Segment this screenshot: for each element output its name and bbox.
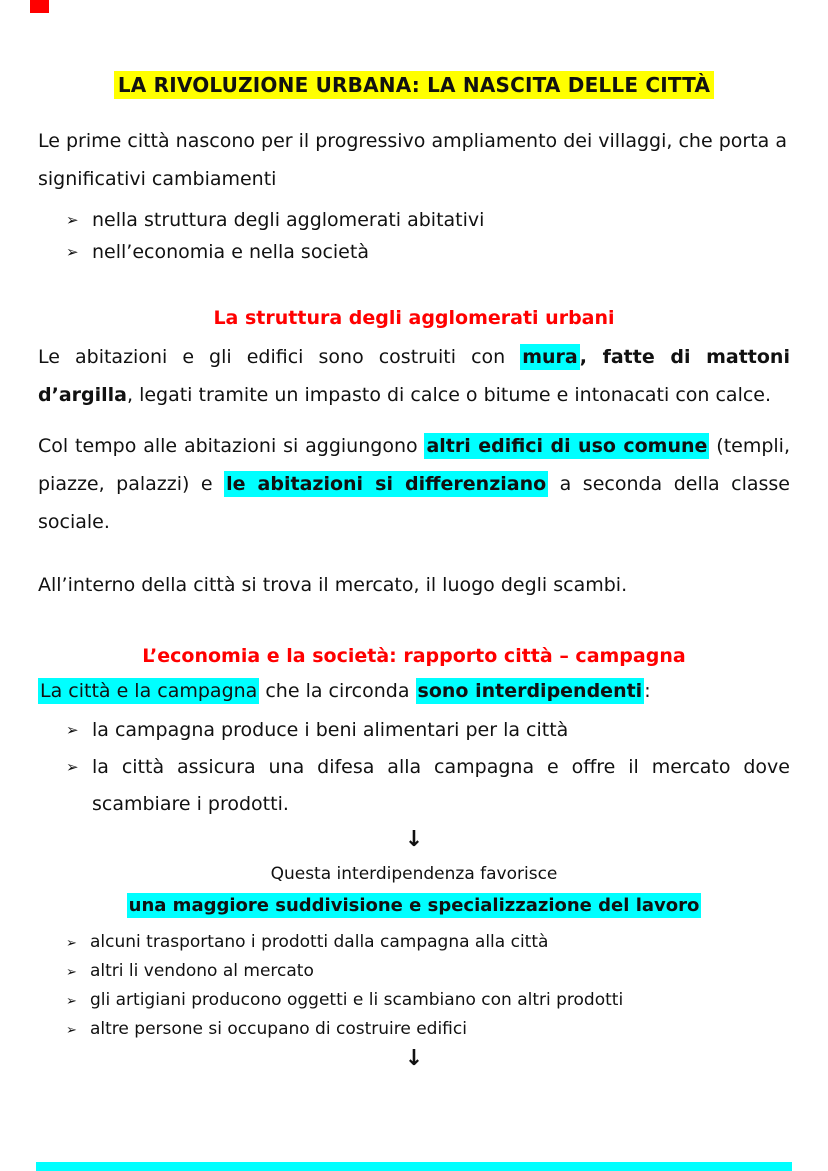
paragraph-common-buildings (38, 427, 790, 541)
highlighted-term-common-buildings: altri edifici di uso comune (426, 435, 708, 457)
bullet-text: altri li vendono al mercato (90, 961, 314, 981)
bullet-text: gli artigiani producono oggetti e li scambiano con altri prodotti (90, 990, 624, 1010)
bullet-text: alcuni trasportano i prodotti dalla campagna alla città (90, 932, 549, 952)
text-segment: Le abitazioni e gli edifici sono costruiti con (38, 346, 521, 368)
bold-segment: , fatte di mattoni d’argilla (38, 346, 790, 406)
highlighted-specialization-text: una maggiore suddivisione e specializzazione del lavoro (128, 895, 700, 916)
title-highlight: LA RIVOLUZIONE URBANA: LA NASCITA DELLE CITTÀ (114, 71, 714, 99)
paragraph-interdependence (38, 672, 790, 710)
text-segment: Col tempo alle abitazioni si aggiungono (38, 435, 425, 457)
bullet-text: la campagna produce i beni alimentari per la città (92, 719, 569, 741)
text-segment: (templi, piazze, palazzi) e (38, 435, 790, 495)
text-segment: che la circonda (259, 680, 416, 702)
intro-paragraph: Le prime città nascono per il progressivo ampliamento dei villaggi, che porta a significativi cambiamenti (38, 130, 787, 190)
highlighted-term-interdependent: sono interdipendenti (417, 680, 643, 702)
highlighted-term-city-countryside: La città e la campagna (40, 680, 258, 702)
text-segment: : (644, 680, 651, 702)
arrow-bullet-icon: ➢ (66, 965, 77, 980)
list-item (66, 1015, 790, 1044)
list-item (66, 236, 790, 268)
text-segment: a seconda della classe sociale. (38, 473, 790, 533)
specialization-heading (38, 892, 790, 920)
section-heading-structure: La struttura degli agglomerati urbani (213, 307, 615, 329)
list-item (66, 928, 790, 957)
list-item (66, 986, 790, 1015)
page-corner-red-mark (30, 0, 49, 13)
list-item (66, 957, 790, 986)
text-segment: , legati tramite un impasto di calce o bitume e intonacati con calce. (126, 384, 772, 406)
paragraph-market: All’interno della città si trova il mercato, il luogo degli scambi. (38, 574, 628, 596)
document-content (0, 72, 828, 1074)
interdependence-note: Questa interdipendenza favorisce (270, 864, 558, 884)
down-arrow-icon: ↓ (404, 827, 424, 852)
paragraph-walls (38, 338, 790, 414)
down-arrow-icon: ↓ (404, 1046, 424, 1071)
bullet-text: altre persone si occupano di costruire edifici (90, 1019, 467, 1039)
labor-division-bullet-list (38, 928, 790, 1044)
economy-bullet-list (38, 712, 790, 823)
arrow-bullet-icon: ➢ (66, 721, 79, 739)
arrow-bullet-icon: ➢ (66, 994, 77, 1009)
arrow-bullet-icon: ➢ (66, 936, 77, 951)
section-heading-economy: L’economia e la società: rapporto città – campagna (142, 645, 686, 667)
highlighted-term-mura: mura (522, 346, 578, 368)
page-title (38, 72, 790, 98)
arrow-bullet-icon: ➢ (66, 758, 79, 776)
list-item (66, 204, 790, 236)
bullet-text: nella struttura degli agglomerati abitativi (92, 209, 485, 231)
arrow-bullet-icon: ➢ (66, 211, 79, 229)
bullet-text: nell’economia e nella società (92, 241, 369, 263)
intro-bullet-list (38, 204, 790, 268)
cut-off-highlight-strip (36, 1162, 792, 1171)
list-item (66, 712, 790, 749)
list-item (66, 749, 790, 823)
bullet-text: la città assicura una difesa alla campagna e offre il mercato dove scambiare i prodotti. (92, 756, 790, 815)
highlighted-term-differentiated-houses: le abitazioni si differenziano (226, 473, 547, 495)
arrow-bullet-icon: ➢ (66, 1023, 77, 1038)
arrow-bullet-icon: ➢ (66, 243, 79, 261)
